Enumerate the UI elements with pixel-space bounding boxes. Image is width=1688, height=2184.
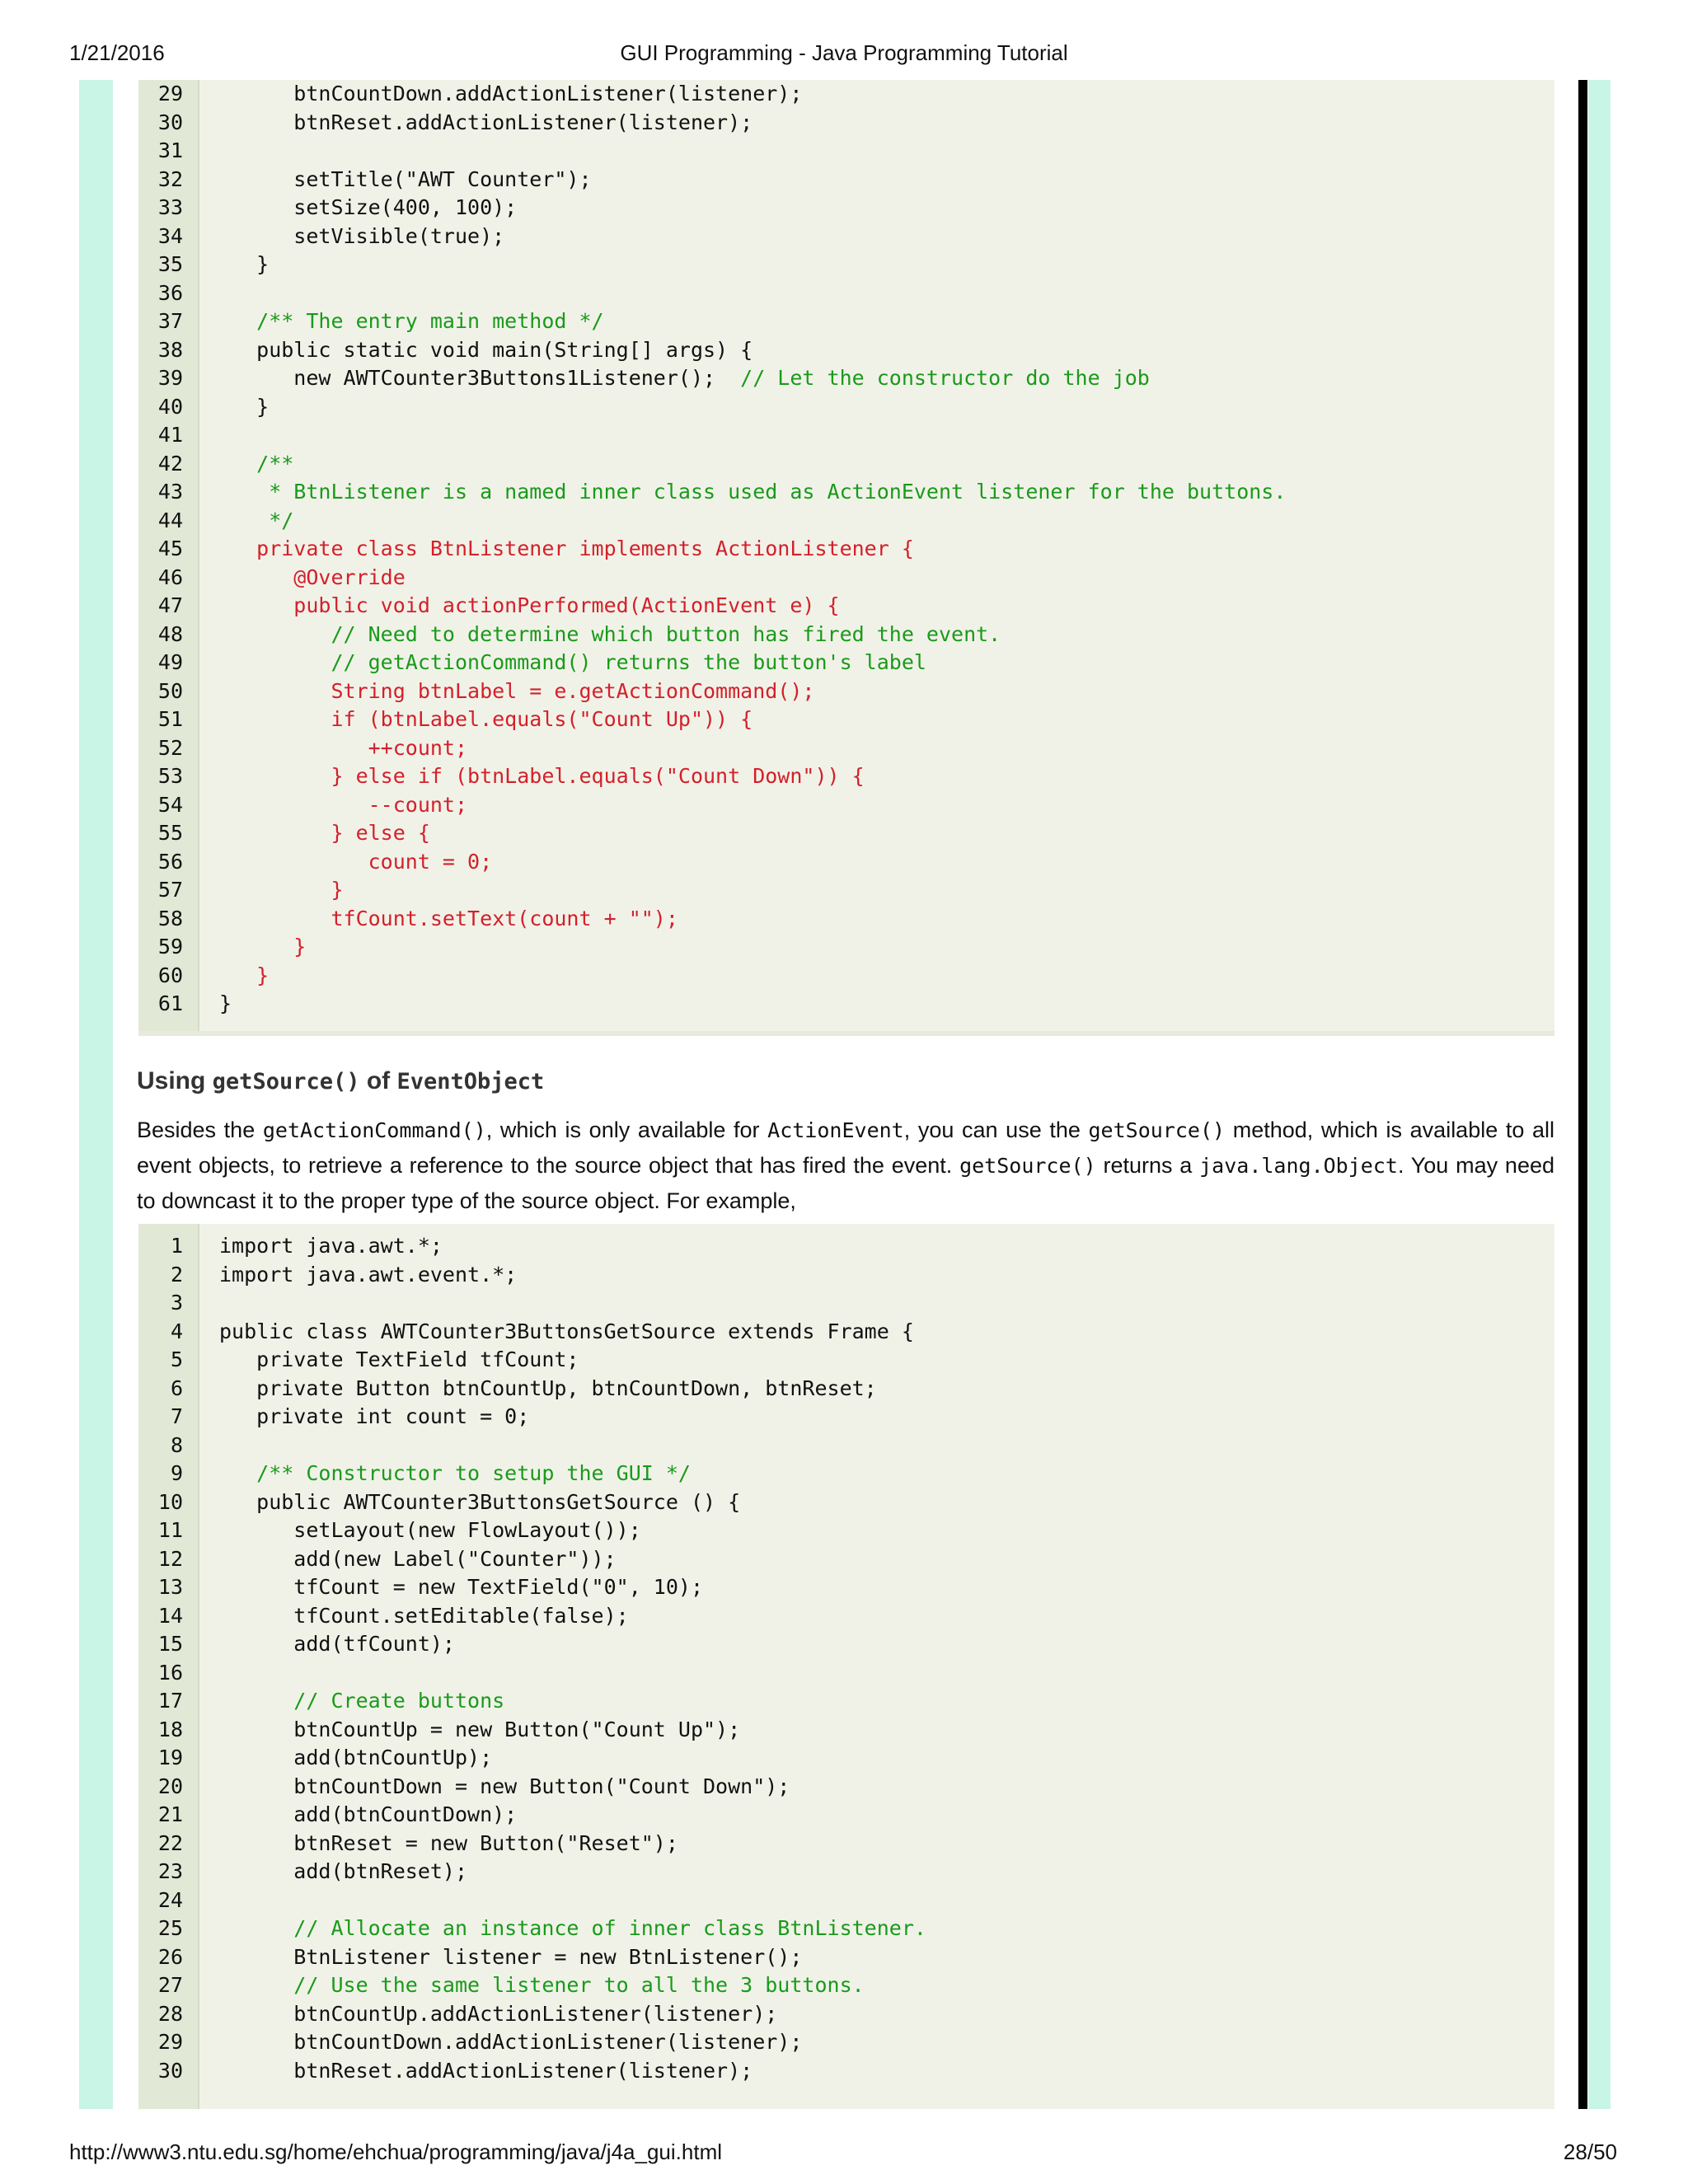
code-line <box>138 109 1554 137</box>
code-text: setLayout(new FlowLayout()); <box>219 1518 641 1542</box>
line-number: 30 <box>157 2058 183 2083</box>
code-line <box>138 1659 1554 1687</box>
code-line <box>138 564 1554 592</box>
code-line <box>138 2057 1554 2085</box>
code-text: } <box>219 991 232 1015</box>
code-text: btnCountUp = new Button("Count Up"); <box>219 1717 741 1741</box>
code-line <box>138 2028 1554 2056</box>
line-number: 49 <box>157 650 183 674</box>
code-text: /** <box>219 451 294 476</box>
line-number: 45 <box>157 537 183 560</box>
line-number: 43 <box>157 480 183 504</box>
line-number: 58 <box>157 906 183 930</box>
footer-page-number: 28/50 <box>1563 2139 1617 2164</box>
code-text: setTitle("AWT Counter"); <box>219 166 592 191</box>
line-number: 46 <box>157 565 183 589</box>
line-number: 31 <box>157 138 183 162</box>
code-text: } <box>219 935 307 958</box>
code-text: // getActionCommand() returns the button's label <box>219 650 926 674</box>
code-line <box>138 1744 1554 1772</box>
line-number: 5 <box>170 1347 183 1371</box>
line-number: 22 <box>157 1830 183 1855</box>
line-number: 25 <box>157 1916 183 1940</box>
line-number: 7 <box>170 1404 183 1428</box>
footer-url[interactable]: http://www3.ntu.edu.sg/home/ehchua/programming/java/j4a_gui.html <box>69 2139 722 2164</box>
line-number: 32 <box>157 166 183 191</box>
code-line <box>138 705 1554 733</box>
line-number: 16 <box>157 1660 183 1685</box>
code-line <box>138 194 1554 222</box>
code-text: /** The entry main method */ <box>219 309 604 333</box>
code-text: // Use the same listener to all the 3 buttons. <box>219 1973 865 1997</box>
line-number: 12 <box>157 1546 183 1571</box>
code-text: // Need to determine which button has fired the event. <box>219 621 1001 646</box>
code-text: add(btnCountUp); <box>219 1746 493 1769</box>
line-number: 28 <box>157 2001 183 2026</box>
code-text: @Override <box>219 565 406 589</box>
line-number: 29 <box>157 82 183 105</box>
code-line <box>138 393 1554 421</box>
code-line <box>138 1943 1554 1971</box>
code-line <box>138 762 1554 790</box>
section-heading: Using getSource() of EventObject <box>137 1067 545 1094</box>
code-line <box>138 223 1554 251</box>
code-line <box>138 478 1554 506</box>
line-number: 2 <box>170 1262 183 1286</box>
code-line <box>138 1432 1554 1460</box>
line-number: 10 <box>157 1489 183 1514</box>
code-line <box>138 364 1554 392</box>
line-number: 4 <box>170 1319 183 1343</box>
code-text: setSize(400, 100); <box>219 195 518 219</box>
code-line <box>138 933 1554 961</box>
line-number: 29 <box>157 2030 183 2054</box>
line-number: 8 <box>170 1432 183 1457</box>
right-margin-band <box>1588 80 1611 2109</box>
code-line <box>138 1687 1554 1715</box>
line-number: 42 <box>157 451 183 476</box>
code-line <box>138 80 1554 108</box>
code-line <box>138 1232 1554 1260</box>
code-text: /** Constructor to setup the GUI */ <box>219 1461 691 1485</box>
code-text: btnCountDown.addActionListener(listener); <box>219 2030 803 2054</box>
code-text: btnReset.addActionListener(listener); <box>219 2058 753 2083</box>
line-number: 27 <box>157 1973 183 1997</box>
code-text: public static void main(String[] args) { <box>219 337 753 362</box>
code-line <box>138 649 1554 677</box>
header-title: GUI Programming - Java Programming Tutorial <box>620 40 1068 65</box>
code-line <box>138 137 1554 165</box>
line-number: 51 <box>157 707 183 731</box>
code-line <box>138 279 1554 307</box>
code-line <box>138 962 1554 990</box>
code-line <box>138 1261 1554 1289</box>
line-number: 37 <box>157 309 183 333</box>
left-margin-band <box>79 80 113 2109</box>
code-text: } <box>219 963 270 987</box>
code-line <box>138 734 1554 762</box>
code-text: tfCount = new TextField("0", 10); <box>219 1575 703 1599</box>
line-number: 57 <box>157 878 183 902</box>
code-line <box>138 1573 1554 1601</box>
code-line <box>138 791 1554 819</box>
line-number: 36 <box>157 280 183 305</box>
line-number: 50 <box>157 678 183 703</box>
code-text: // Allocate an instance of inner class BtnListener. <box>219 1916 926 1940</box>
code-text: btnReset.addActionListener(listener); <box>219 110 753 134</box>
code-line <box>138 1915 1554 1943</box>
code-text: } else if (btnLabel.equals("Count Down")) { <box>219 764 865 788</box>
code-line <box>138 1602 1554 1630</box>
code-line <box>138 1516 1554 1544</box>
code-text: public class AWTCounter3ButtonsGetSource extends Frame { <box>219 1319 914 1343</box>
line-number: 9 <box>170 1461 183 1485</box>
line-number: 18 <box>157 1717 183 1741</box>
code-text: BtnListener listener = new BtnListener(); <box>219 1944 803 1969</box>
code-text: String btnLabel = e.getActionCommand(); <box>219 678 815 703</box>
header-date: 1/21/2016 <box>69 40 165 65</box>
line-number: 20 <box>157 1774 183 1798</box>
line-number: 52 <box>157 735 183 760</box>
code-text: btnReset = new Button("Reset"); <box>219 1830 678 1855</box>
code-line <box>138 677 1554 705</box>
line-number: 30 <box>157 110 183 134</box>
code-text: if (btnLabel.equals("Count Up")) { <box>219 707 753 731</box>
code-text: } else { <box>219 821 430 845</box>
code-line <box>138 621 1554 649</box>
line-number: 3 <box>170 1291 183 1315</box>
code-text: } <box>219 878 344 902</box>
line-number: 14 <box>157 1603 183 1628</box>
line-number: 1 <box>170 1234 183 1258</box>
code-text: add(new Label("Counter")); <box>219 1546 617 1571</box>
code-line <box>138 1403 1554 1431</box>
code-line <box>138 1488 1554 1516</box>
code-line <box>138 450 1554 478</box>
line-number: 24 <box>157 1887 183 1912</box>
code-text: public AWTCounter3ButtonsGetSource () { <box>219 1489 741 1514</box>
line-number: 56 <box>157 849 183 874</box>
line-number: 26 <box>157 1944 183 1969</box>
code-line <box>138 1801 1554 1829</box>
line-number: 33 <box>157 195 183 219</box>
code-line <box>138 990 1554 1018</box>
code-text: * BtnListener is a named inner class used as ActionEvent listener for the buttons. <box>219 480 1287 504</box>
code-line <box>138 1716 1554 1744</box>
code-block-1 <box>138 80 1554 1031</box>
line-number: 60 <box>157 963 183 987</box>
code-text: import java.awt.*; <box>219 1234 443 1258</box>
code-text: import java.awt.event.*; <box>219 1262 518 1286</box>
code-text: private class BtnListener implements ActionListener { <box>219 537 914 560</box>
code-text: // Create buttons <box>219 1689 505 1713</box>
code-line <box>138 1346 1554 1374</box>
line-number: 11 <box>157 1518 183 1542</box>
code-line <box>138 1886 1554 1915</box>
code-text: private TextField tfCount; <box>219 1347 579 1371</box>
code-text: ++count; <box>219 735 468 760</box>
code-line <box>138 421 1554 449</box>
code-text: btnCountDown.addActionListener(listener); <box>219 82 803 105</box>
line-number: 44 <box>157 508 183 532</box>
code-line <box>138 1971 1554 1999</box>
line-number: 6 <box>170 1376 183 1400</box>
code-text: btnCountDown = new Button("Count Down"); <box>219 1774 790 1798</box>
code-line <box>138 1858 1554 1886</box>
code-line <box>138 905 1554 933</box>
code-line <box>138 507 1554 535</box>
line-number: 34 <box>157 223 183 248</box>
line-number: 54 <box>157 792 183 817</box>
code-block-divider <box>138 1031 1554 1036</box>
code-line <box>138 2000 1554 2028</box>
code-text: add(btnCountDown); <box>219 1802 518 1826</box>
code-line <box>138 1289 1554 1317</box>
code-text: tfCount.setText(count + ""); <box>219 906 678 930</box>
code-line <box>138 819 1554 847</box>
code-line <box>138 1545 1554 1573</box>
line-number: 15 <box>157 1632 183 1656</box>
line-number: 38 <box>157 337 183 362</box>
code-text: add(btnReset); <box>219 1859 468 1883</box>
code-line <box>138 876 1554 904</box>
code-text: } <box>219 252 270 276</box>
code-line <box>138 1375 1554 1403</box>
code-line <box>138 251 1554 279</box>
line-number: 53 <box>157 764 183 788</box>
code-line <box>138 1630 1554 1658</box>
code-line <box>138 1773 1554 1801</box>
code-text: add(tfCount); <box>219 1632 455 1656</box>
section-paragraph: Besides the getActionCommand(), which is only available for ActionEvent, you can use the getSource() method, which is available to all event objects, to retrieve a reference to the source object that has fired the event. getSource() returns a java.lang.Object. You may need to downcast it to the proper type of the source object. For example, <box>137 1118 1555 1213</box>
code-block-2 <box>138 1224 1554 2109</box>
code-text: */ <box>219 508 294 532</box>
code-line <box>138 1318 1554 1346</box>
code-text: private Button btnCountUp, btnCountDown, btnReset; <box>219 1376 877 1400</box>
line-number: 47 <box>157 593 183 617</box>
code-text: --count; <box>219 792 468 817</box>
code-text: public void actionPerformed(ActionEvent e) { <box>219 593 840 617</box>
code-text: setVisible(true); <box>219 223 505 248</box>
code-text: btnCountUp.addActionListener(listener); <box>219 2001 778 2026</box>
line-number: 23 <box>157 1859 183 1883</box>
code-text: tfCount.setEditable(false); <box>219 1603 629 1628</box>
code-text: } <box>219 394 270 419</box>
line-number: 39 <box>157 366 183 390</box>
line-number: 13 <box>157 1575 183 1599</box>
code-line <box>138 1830 1554 1858</box>
line-number: 21 <box>157 1802 183 1826</box>
code-line <box>138 535 1554 563</box>
code-text: private int count = 0; <box>219 1404 530 1428</box>
line-number: 40 <box>157 394 183 419</box>
code-line <box>138 166 1554 194</box>
line-number: 48 <box>157 621 183 646</box>
code-line <box>138 336 1554 364</box>
code-line <box>138 1460 1554 1488</box>
right-scrollbar-bar <box>1578 80 1587 2109</box>
line-number: 17 <box>157 1689 183 1713</box>
line-number: 19 <box>157 1746 183 1769</box>
code-line <box>138 592 1554 620</box>
line-number: 59 <box>157 935 183 958</box>
line-number: 61 <box>157 991 183 1015</box>
code-line <box>138 307 1554 335</box>
code-line <box>138 848 1554 876</box>
line-number: 35 <box>157 252 183 276</box>
line-number: 41 <box>157 423 183 447</box>
line-number: 55 <box>157 821 183 845</box>
code-text: new AWTCounter3Buttons1Listener(); // Let the constructor do the job <box>219 366 1150 390</box>
code-text: count = 0; <box>219 849 493 874</box>
